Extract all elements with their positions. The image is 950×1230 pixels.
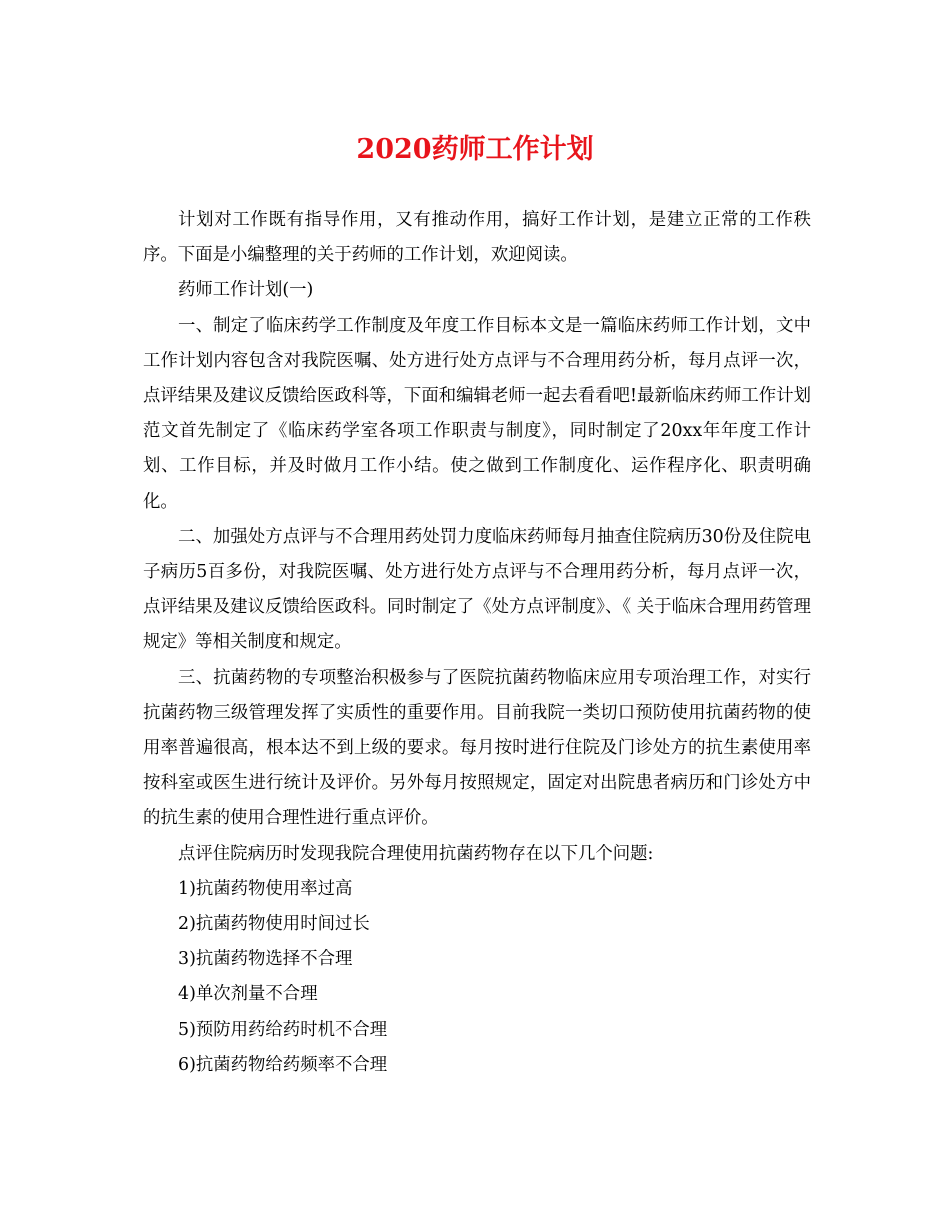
- list-item: 1)抗菌药物使用率过高: [178, 878, 353, 899]
- list-item: 4)单次剂量不合理: [178, 984, 318, 1005]
- paragraph-item-3: 三、抗菌药物的专项整治积极参与了医院抗菌药物临床应用专项治理工作，对实行抗菌药物三级管理发挥了实质性的重要作用。目前我院一类切口预防使用抗菌药物的使用率普遍很高，根本达不到上级的要求。每月按时进行住院及门诊处方的抗生素使用率按科室或医生进行统计及评价。另外每月按照规定，固定对出院患者病历和门诊处方中的抗生素的使用合理性进行重点评价。: [143, 667, 811, 829]
- intro-paragraph: 计划对工作既有指导作用，又有推动作用，搞好工作计划，是建立正常的工作秩序。下面是小编整理的关于药师的工作计划，欢迎阅读。: [143, 210, 811, 266]
- list-item: 3)抗菌药物选择不合理: [178, 949, 353, 970]
- document-title: 2020药师工作计划: [356, 134, 594, 165]
- paragraph-item-1: 一、制定了临床药学工作制度及年度工作目标本文是一篇临床药师工作计划，文中工作计划内容包含对我院医嘱、处方进行处方点评与不合理用药分析，每月点评一次，点评结果及建议反馈给医政科等，下面和编辑老师一起去看看吧!最新临床药师工作计划范文首先制定了《临床药学室各项工作职责与制度》，同时制定了20xx年年度工作计划、工作目标，并及时做月工作小结。使之做到工作制度化、运作程序化、职责明确化。: [143, 315, 811, 512]
- list-item: 5)预防用药给药时机不合理: [178, 1019, 388, 1040]
- section-heading: 药师工作计划(一): [178, 280, 314, 301]
- paragraph-item-2: 二、加强处方点评与不合理用药处罚力度临床药师每月抽查住院病历30份及住院电子病历5百多份，对我院医嘱、处方进行处方点评与不合理用药分析，每月点评一次，点评结果及建议反馈给医政科。同时制定了《处方点评制度》、《 关于临床合理用药管理规定》等相关制度和规定。: [143, 526, 811, 653]
- document-body: [143, 203, 811, 1083]
- list-item: 2)抗菌药物使用时间过长: [178, 914, 370, 935]
- problems-intro: 点评住院病历时发现我院合理使用抗菌药物存在以下几个问题:: [178, 843, 654, 864]
- list-item: 6)抗菌药物给药频率不合理: [178, 1054, 388, 1075]
